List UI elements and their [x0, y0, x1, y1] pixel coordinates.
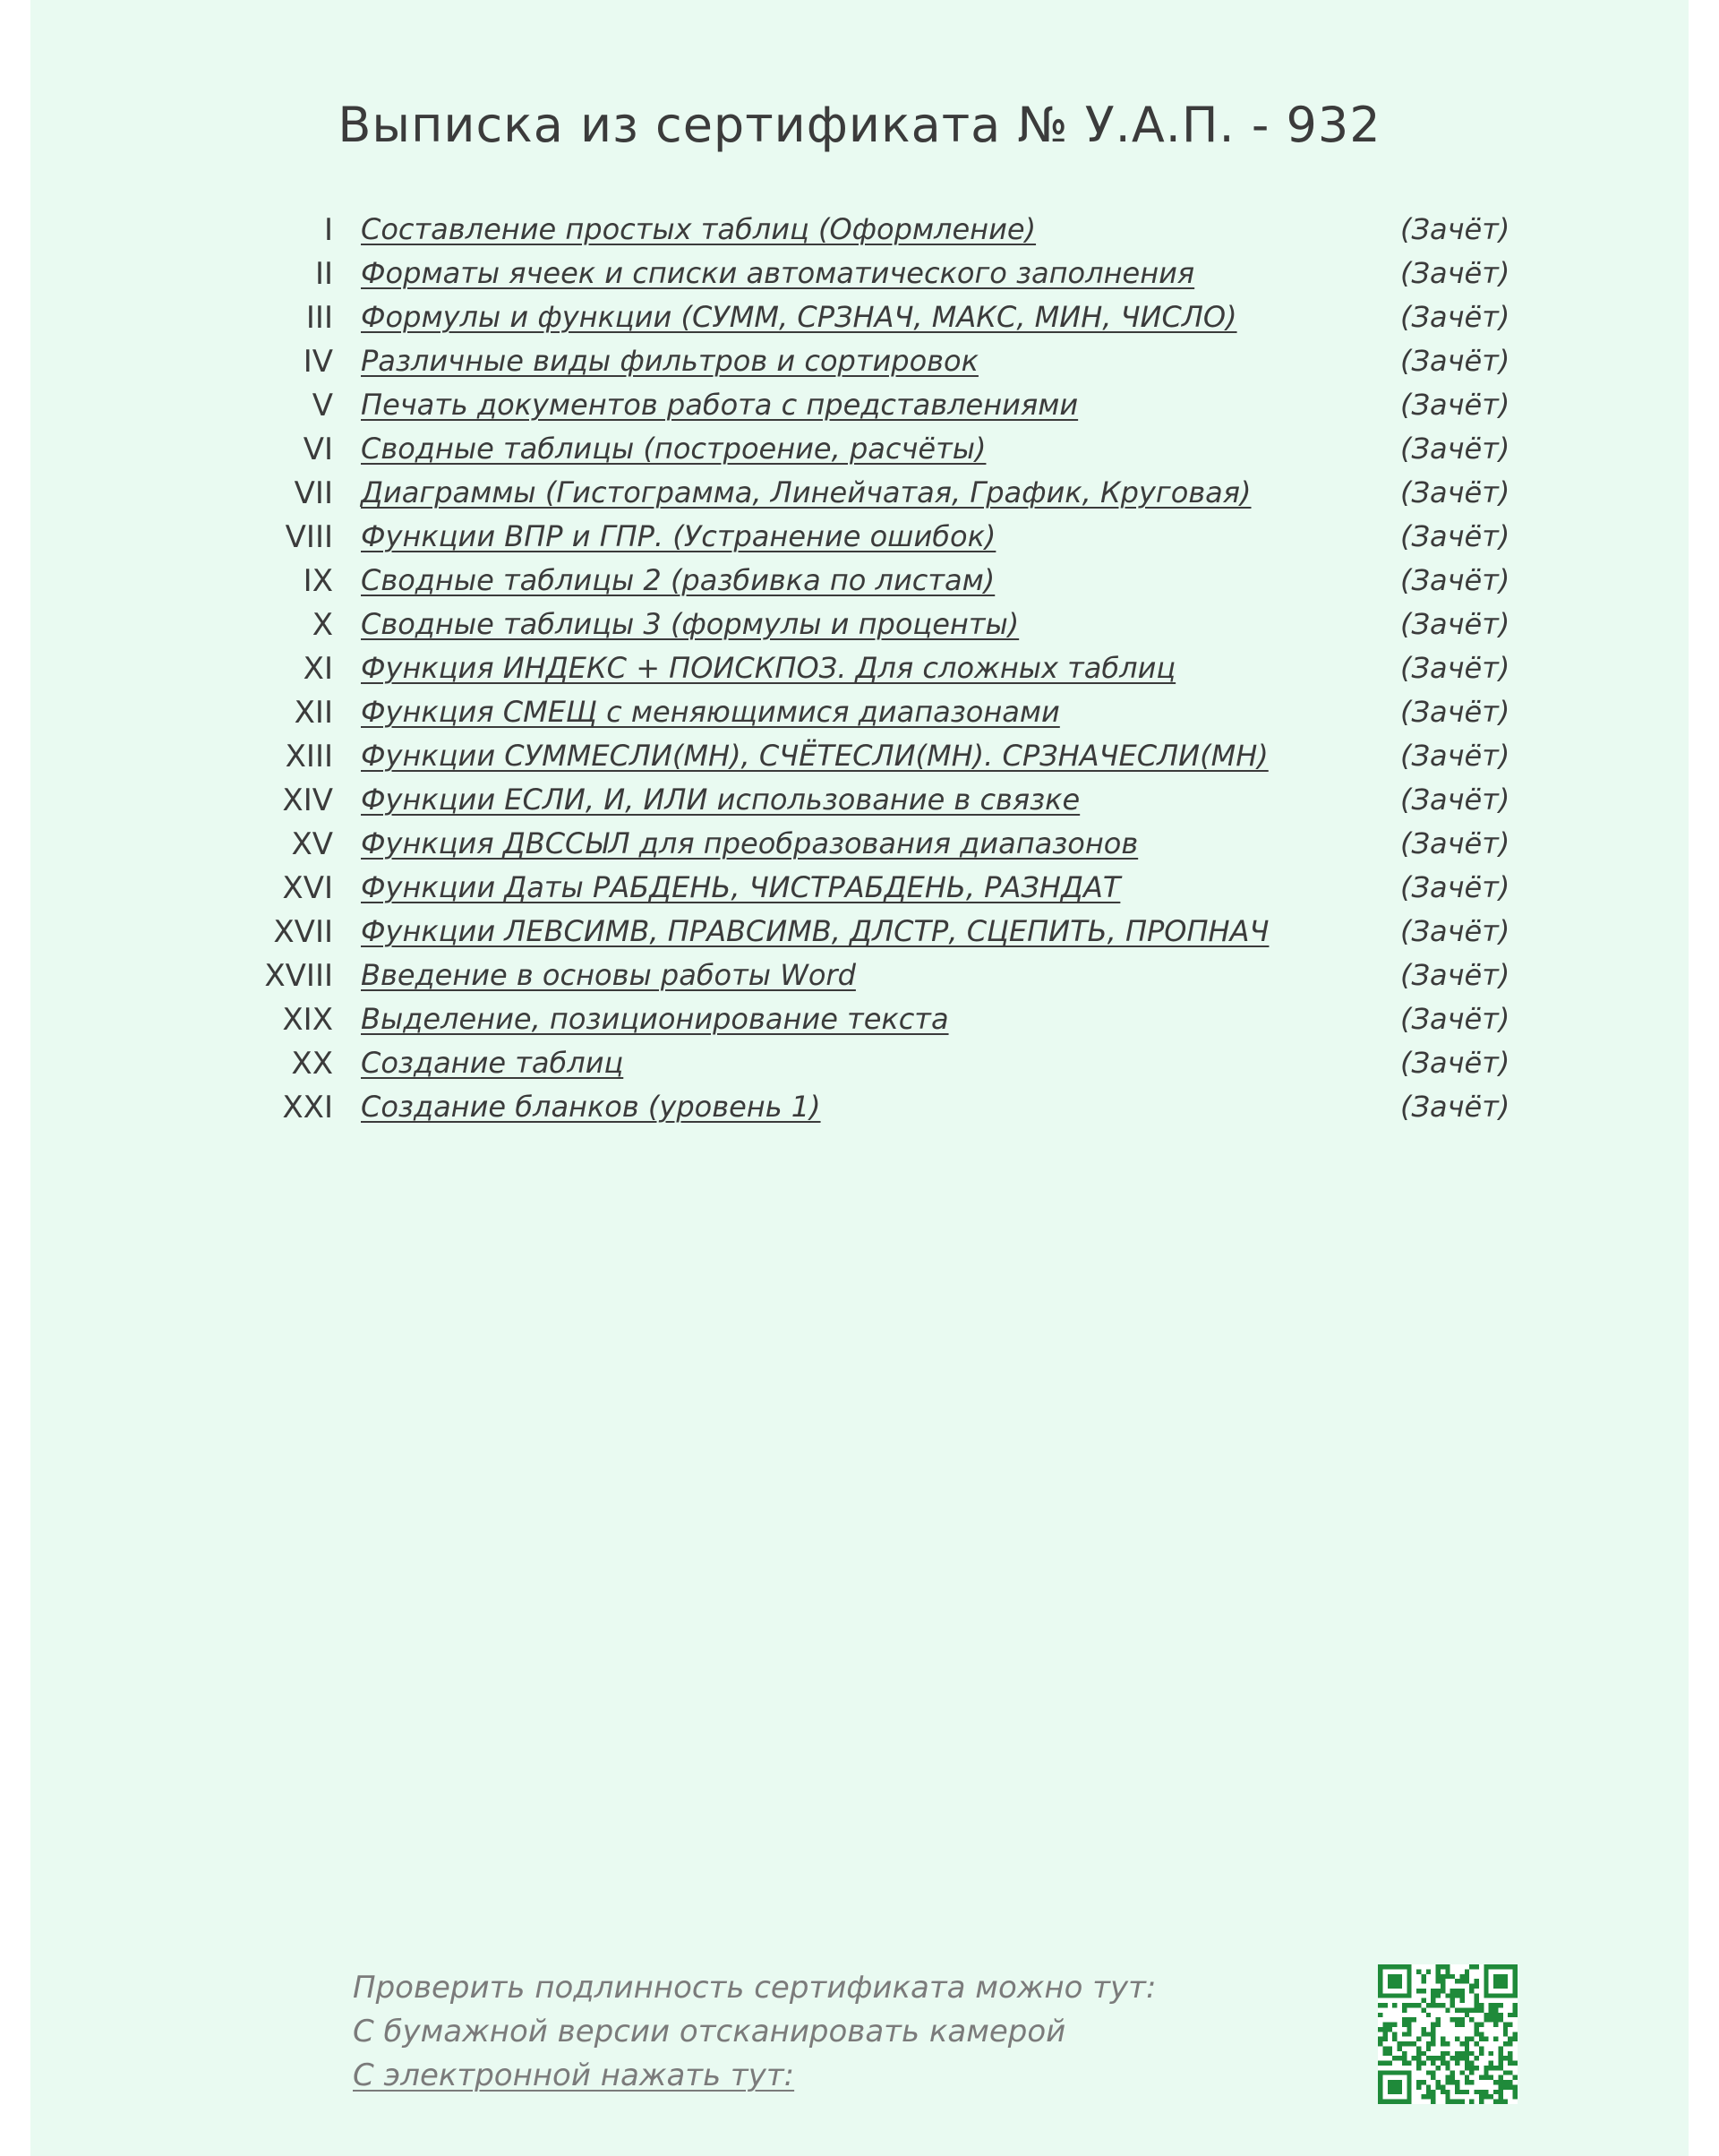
- list-item: [30, 647, 1689, 691]
- module-grade: (Зачёт): [1400, 607, 1510, 641]
- module-topic-link[interactable]: Функции Даты РАБДЕНЬ, ЧИСТРАБДЕНЬ, РАЗНДАТ: [361, 870, 1121, 904]
- module-grade: (Зачёт): [1400, 651, 1510, 685]
- verify-line-1: Проверить подлинность сертификата можно тут:: [353, 1970, 1157, 2006]
- module-topic-link[interactable]: Сводные таблицы (построение, расчёты): [361, 432, 987, 466]
- module-number: XVI: [282, 870, 333, 906]
- module-number: XXI: [282, 1090, 333, 1125]
- list-item: [30, 1086, 1689, 1130]
- list-item: [30, 560, 1689, 603]
- list-item: [30, 472, 1689, 516]
- module-number: XVII: [273, 914, 333, 950]
- module-number: I: [323, 212, 333, 248]
- module-topic-link[interactable]: Создание таблиц: [361, 1046, 624, 1080]
- list-item: [30, 867, 1689, 911]
- module-topic-link[interactable]: Различные виды фильтров и сортировок: [361, 344, 979, 378]
- list-item: [30, 209, 1689, 252]
- module-grade: (Зачёт): [1400, 958, 1510, 992]
- module-grade: (Зачёт): [1400, 300, 1510, 334]
- list-item: [30, 428, 1689, 472]
- module-topic-link[interactable]: Функция СМЕЩ с меняющимися диапазонами: [361, 695, 1060, 729]
- module-grade: (Зачёт): [1400, 344, 1510, 378]
- module-grade: (Зачёт): [1400, 1090, 1510, 1124]
- page-title: Выписка из сертификата № У.А.П. - 932: [338, 97, 1381, 153]
- module-number: V: [312, 388, 333, 424]
- module-topic-link[interactable]: Функции СУММЕСЛИ(МН), СЧЁТЕСЛИ(МН). СРЗНАЧЕСЛИ(МН): [361, 739, 1269, 773]
- module-grade: (Зачёт): [1400, 826, 1510, 860]
- qr-code-icon[interactable]: [1378, 1964, 1518, 2104]
- certificate-page: [30, 0, 1689, 2156]
- module-grade: (Зачёт): [1400, 256, 1510, 290]
- module-topic-link[interactable]: Сводные таблицы 2 (разбивка по листам): [361, 563, 996, 597]
- verification-block: [353, 1966, 1156, 2098]
- list-item: [30, 340, 1689, 384]
- list-item: [30, 998, 1689, 1042]
- list-item: [30, 1042, 1689, 1086]
- module-number: VII: [294, 475, 333, 511]
- module-topic-link[interactable]: Составление простых таблиц (Оформление): [361, 212, 1037, 246]
- module-number: VIII: [285, 519, 333, 555]
- list-item: [30, 735, 1689, 779]
- list-item: [30, 954, 1689, 998]
- module-topic-link[interactable]: Функция ИНДЕКС + ПОИСКПОЗ. Для сложных таблиц: [361, 651, 1176, 685]
- module-grade: (Зачёт): [1400, 563, 1510, 597]
- module-topic-link[interactable]: Функции ЕСЛИ, И, ИЛИ использование в связке: [361, 783, 1081, 817]
- module-grade: (Зачёт): [1400, 475, 1510, 509]
- module-grade: (Зачёт): [1400, 1046, 1510, 1080]
- list-item: [30, 911, 1689, 954]
- module-grade: (Зачёт): [1400, 1002, 1510, 1036]
- module-topic-link[interactable]: Печать документов работа с представлениями: [361, 388, 1079, 422]
- module-topic-link[interactable]: Диаграммы (Гистограмма, Линейчатая, График, Круговая): [361, 475, 1252, 509]
- module-topic-link[interactable]: Форматы ячеек и списки автоматического заполнения: [361, 256, 1195, 290]
- module-grade: (Зачёт): [1400, 519, 1510, 553]
- module-list: [30, 209, 1689, 1130]
- module-topic-link[interactable]: Функция ДВССЫЛ для преобразования диапазонов: [361, 826, 1139, 860]
- module-number: XV: [291, 826, 333, 862]
- module-topic-link[interactable]: Функции ВПР и ГПР. (Устранение ошибок): [361, 519, 996, 553]
- module-topic-link[interactable]: Формулы и функции (СУММ, СРЗНАЧ, МАКС, МИН, ЧИСЛО): [361, 300, 1237, 334]
- module-number: XVIII: [264, 958, 333, 994]
- module-topic-link[interactable]: Сводные таблицы 3 (формулы и проценты): [361, 607, 1020, 641]
- module-grade: (Зачёт): [1400, 695, 1510, 729]
- list-item: [30, 779, 1689, 823]
- module-number: VI: [303, 432, 333, 467]
- list-item: [30, 252, 1689, 296]
- list-item: [30, 823, 1689, 867]
- module-grade: (Зачёт): [1400, 870, 1510, 904]
- list-item: [30, 516, 1689, 560]
- module-topic-link[interactable]: Выделение, позиционирование текста: [361, 1002, 949, 1036]
- module-number: X: [312, 607, 333, 643]
- module-number: XIV: [282, 783, 333, 818]
- module-grade: (Зачёт): [1400, 432, 1510, 466]
- list-item: [30, 603, 1689, 647]
- module-topic-link[interactable]: Функции ЛЕВСИМВ, ПРАВСИМВ, ДЛСТР, СЦЕПИТЬ, ПРОПНАЧ: [361, 914, 1270, 948]
- module-grade: (Зачёт): [1400, 914, 1510, 948]
- list-item: [30, 691, 1689, 735]
- module-topic-link[interactable]: Введение в основы работы Word: [361, 958, 856, 992]
- module-grade: (Зачёт): [1400, 388, 1510, 422]
- module-number: XX: [291, 1046, 333, 1082]
- module-number: XII: [294, 695, 333, 731]
- module-number: XIX: [282, 1002, 333, 1038]
- list-item: [30, 384, 1689, 428]
- module-grade: (Зачёт): [1400, 212, 1510, 246]
- module-grade: (Зачёт): [1400, 739, 1510, 773]
- module-grade: (Зачёт): [1400, 783, 1510, 817]
- module-number: III: [305, 300, 333, 336]
- module-number: IV: [303, 344, 333, 380]
- verify-line-2: С бумажной версии отсканировать камерой: [353, 2014, 1066, 2049]
- module-number: IX: [303, 563, 333, 599]
- module-number: XIII: [285, 739, 333, 774]
- module-number: XI: [303, 651, 333, 687]
- list-item: [30, 296, 1689, 340]
- module-topic-link[interactable]: Создание бланков (уровень 1): [361, 1090, 821, 1124]
- module-number: II: [314, 256, 333, 292]
- verify-link[interactable]: С электронной нажать тут:: [353, 2058, 795, 2093]
